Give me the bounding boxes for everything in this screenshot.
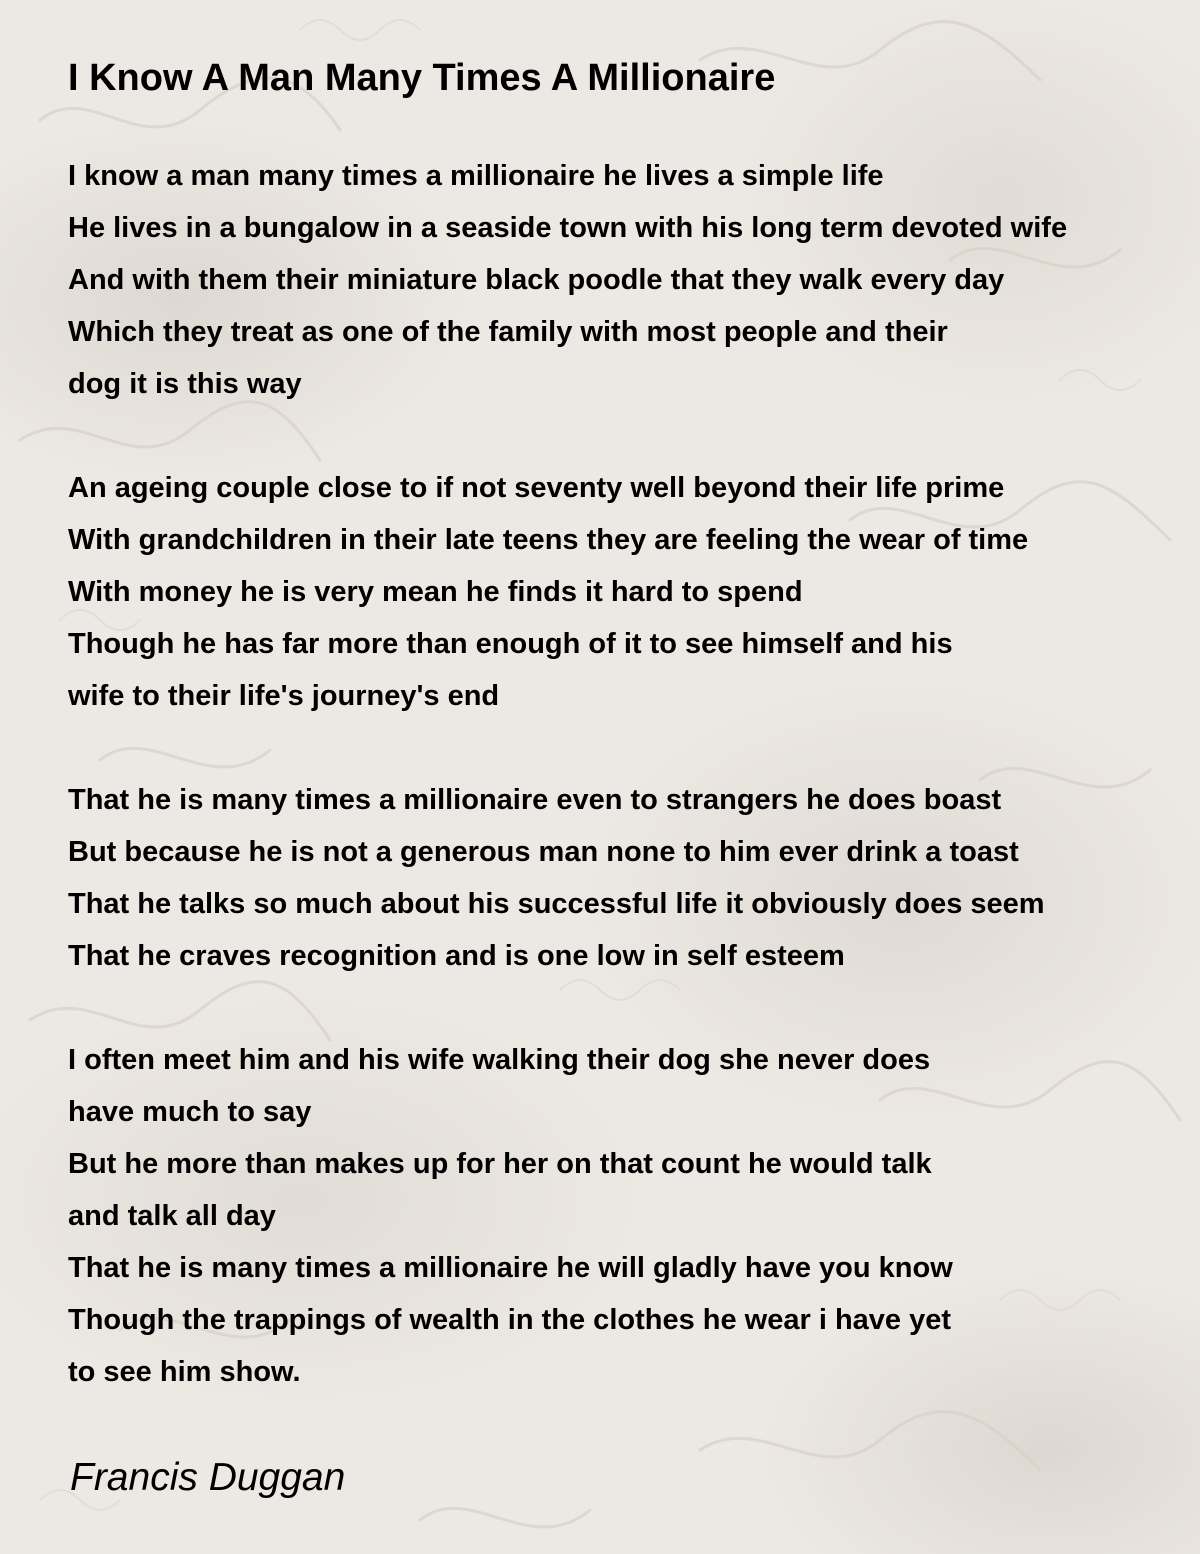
- poem-line: to see him show.: [68, 1356, 301, 1388]
- poem-title: I Know A Man Many Times A Millionaire: [68, 57, 776, 99]
- poem-line: and talk all day: [68, 1200, 276, 1232]
- poem-line: He lives in a bungalow in a seaside town with his long term devoted wife: [68, 212, 1068, 244]
- poem-author: Francis Duggan: [70, 1456, 346, 1499]
- poem-line: Though he has far more than enough of it to see himself and his: [68, 628, 953, 660]
- poem-stanza-1: [68, 150, 1067, 410]
- poem-line: An ageing couple close to if not seventy well beyond their life prime: [68, 472, 1005, 504]
- poem-line: dog it is this way: [68, 368, 302, 400]
- poem-line: I know a man many times a millionaire he lives a simple life: [68, 160, 884, 192]
- poem-line: Which they treat as one of the family with most people and their: [68, 316, 948, 348]
- poem-line: With grandchildren in their late teens they are feeling the wear of time: [68, 524, 1029, 556]
- poem-line: And with them their miniature black poodle that they walk every day: [68, 264, 1005, 296]
- poem-line: With money he is very mean he finds it hard to spend: [68, 576, 803, 608]
- poem-line: That he talks so much about his successful life it obviously does seem: [68, 888, 1045, 920]
- poem-line: But he more than makes up for her on that count he would talk: [68, 1148, 932, 1180]
- poem-stanza-2: [68, 462, 1067, 722]
- poem-line: I often meet him and his wife walking their dog she never does: [68, 1044, 931, 1076]
- poem-body: [68, 150, 1067, 1450]
- poem-line: Though the trappings of wealth in the clothes he wear i have yet: [68, 1304, 952, 1336]
- poem-line: That he is many times a millionaire he will gladly have you know: [68, 1252, 953, 1284]
- poem-line: That he craves recognition and is one low in self esteem: [68, 940, 845, 972]
- poem-line: That he is many times a millionaire even to strangers he does boast: [68, 784, 1002, 816]
- poem-stanza-4: [68, 1034, 1067, 1398]
- poem-line: have much to say: [68, 1096, 312, 1128]
- poem-line: But because he is not a generous man none to him ever drink a toast: [68, 836, 1019, 868]
- poem-line: wife to their life's journey's end: [68, 680, 500, 712]
- poem-stanza-3: [68, 774, 1067, 982]
